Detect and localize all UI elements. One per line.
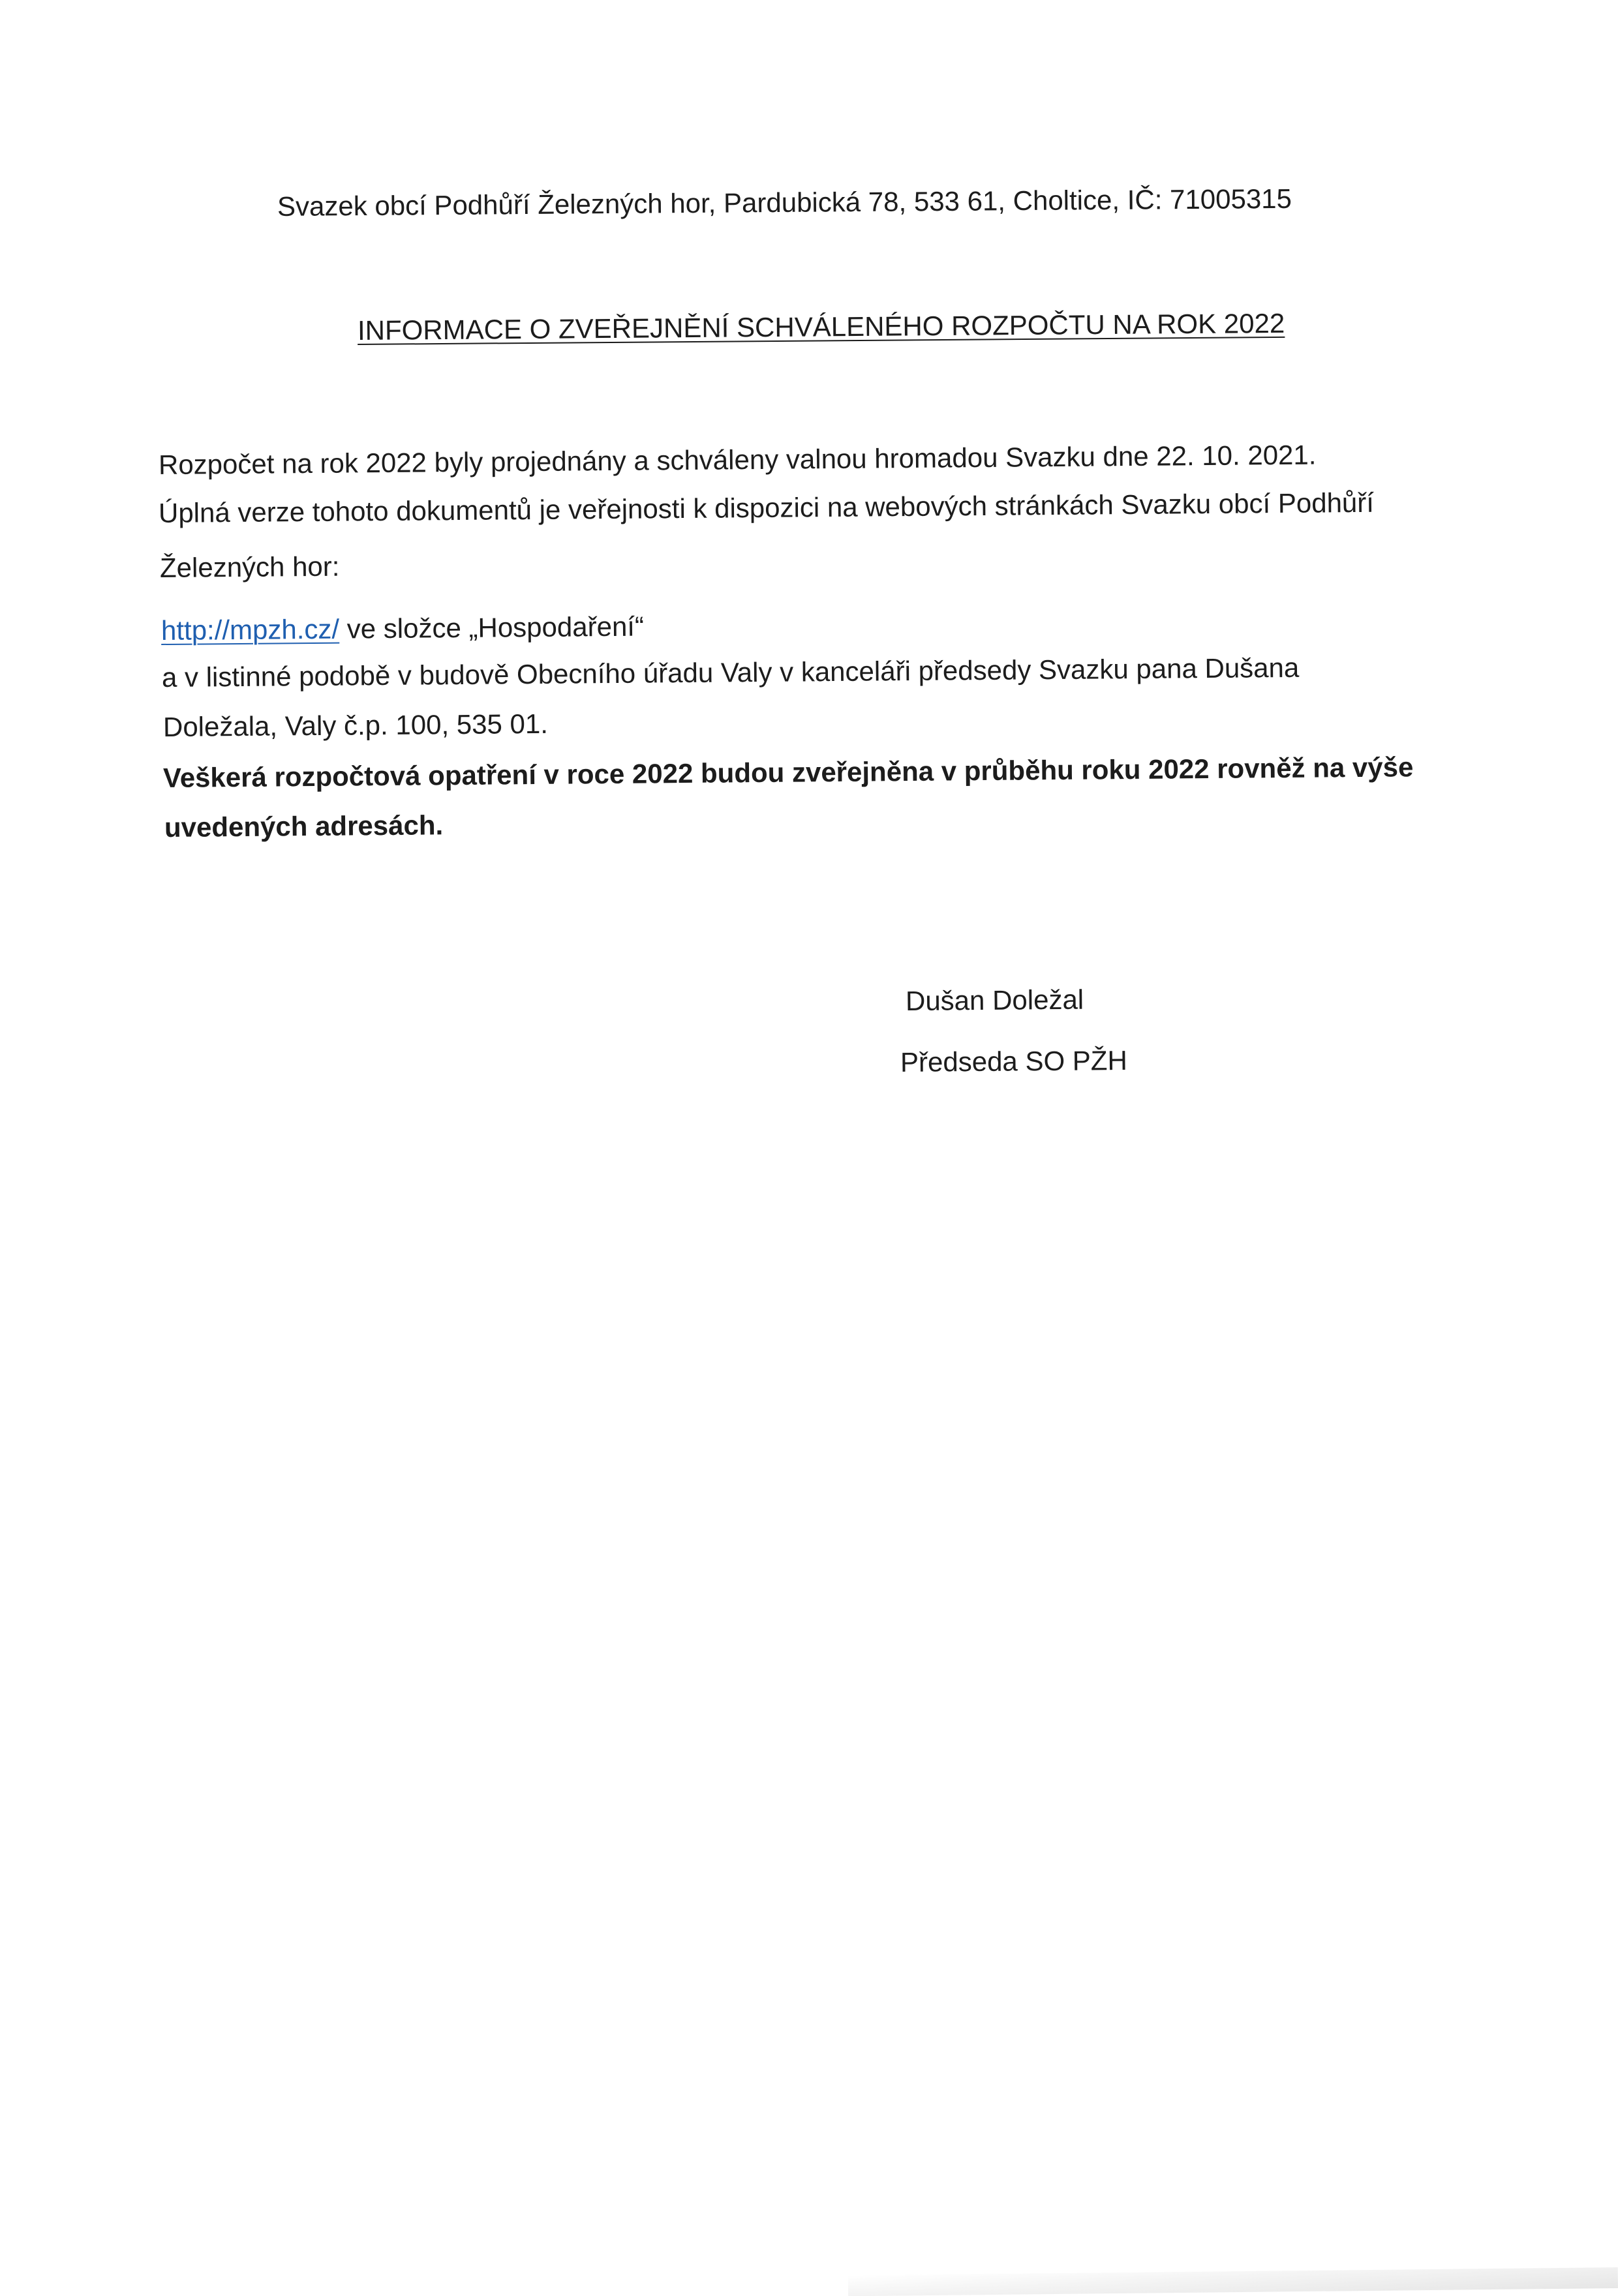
budget-approval-paragraph: Rozpočet na rok 2022 byly projednány a schváleny valnou hromadou Svazku dne 22. 10. 2021. [158,439,1317,480]
website-link[interactable]: http://mpzh.cz/ [160,613,340,646]
website-paragraph [161,613,644,644]
signatory-name: Dušan Doležal [905,984,1084,1016]
availability-paragraph-line-2: Železných hor: [159,551,340,583]
budget-measures-notice-line-1: Veškerá rozpočtová opatření v roce 2022 budou zveřejněna v průběhu roku 2022 rovněž na výše [162,751,1414,793]
paper-copy-paragraph-line-2: Doležala, Valy č.p. 100, 535 01. [162,708,549,742]
organization-header: Svazek obcí Podhůří Železných hor, Pardubická 78, 533 61, Choltice, IČ: 71005315 [277,183,1292,222]
budget-measures-notice-line-2: uvedených adresách. [164,809,444,843]
paper-copy-paragraph-line-1: a v listinné podobě v budově Obecního úřadu Valy v kanceláři předsedy Svazku pana Dušana [161,652,1300,693]
scan-edge-shadow [848,2267,1618,2296]
document-title: INFORMACE O ZVEŘEJNĚNÍ SCHVÁLENÉHO ROZPOČTU NA ROK 2022 [357,307,1285,346]
availability-paragraph-line-1: Úplná verze tohoto dokumentů je veřejnosti k dispozici na webových stránkách Svazku obcí Podhůří [158,487,1375,528]
signatory-role: Předseda SO PŽH [900,1044,1127,1078]
website-folder-text: ve složce „Hospodaření“ [339,611,645,644]
